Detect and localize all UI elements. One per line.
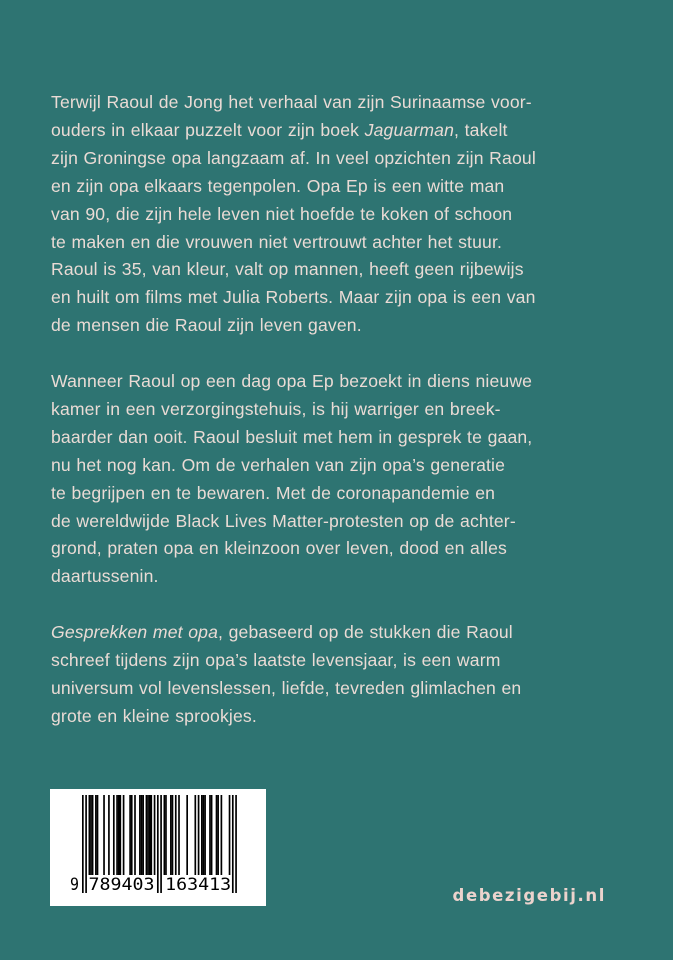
book-title-italic: Gesprekken met opa: [51, 622, 219, 643]
blurb-line: te begrijpen en te bewaren. Met de coronapandemie en: [51, 482, 496, 503]
blurb-line: de mensen die Raoul zijn leven gaven.: [51, 315, 362, 336]
blurb-line: van 90, die zijn hele leven niet hoefde te koken of schoon: [51, 203, 513, 224]
blurb-text: ouders in elkaar puzzelt voor zijn boek: [51, 119, 365, 140]
blurb-line: Terwijl Raoul de Jong het verhaal van zijn Surinaamse voor-: [51, 92, 532, 112]
isbn-barcode: [50, 789, 266, 906]
blurb-text: , gebaseerd op de stukken die Raoul: [218, 622, 513, 643]
blurb-line: nu het nog kan. Om de verhalen van zijn opa’s generatie: [51, 454, 506, 475]
blurb-line: grote en kleine sprookjes.: [51, 705, 257, 726]
blurb-line: daartussenin.: [51, 566, 159, 587]
blurb-line: zijn Groningse opa langzaam af. In veel opzichten zijn Raoul: [51, 147, 536, 168]
blurb-line: te maken en die vrouwen niet vertrouwt achter het stuur.: [51, 231, 503, 252]
blurb-line: de wereldwijde Black Lives Matter-protesten op de achter-: [51, 510, 516, 531]
blurb-line: [51, 117, 631, 145]
blurb-paragraph: [51, 368, 631, 591]
blurb-line: Wanneer Raoul op een dag opa Ep bezoekt in diens nieuwe: [51, 371, 533, 392]
back-cover-blurb: [51, 89, 631, 759]
blurb-line: schreef tijdens zijn opa’s laatste levensjaar, is een warm: [51, 650, 501, 671]
publisher-website[interactable]: debezigebij.nl: [452, 886, 606, 905]
book-title-italic: Jaguarman: [364, 119, 455, 140]
blurb-line: en huilt om films met Julia Roberts. Maar zijn opa is een van: [51, 287, 536, 308]
blurb-line: baarder dan ooit. Raoul besluit met hem in gesprek te gaan,: [51, 426, 533, 447]
blurb-line: grond, praten opa en kleinzoon over leven, dood en alles: [51, 538, 507, 559]
blurb-line: Raoul is 35, van kleur, valt op mannen, heeft geen rijbewijs: [51, 259, 524, 280]
blurb-line: kamer in een verzorgingstehuis, is hij warriger en breek-: [51, 398, 501, 419]
blurb-line: [51, 619, 631, 647]
barcode-digits-right: 163413: [165, 875, 232, 895]
blurb-line: en zijn opa elkaars tegenpolen. Opa Ep is een witte man: [51, 175, 505, 196]
blurb-paragraph: [51, 89, 631, 340]
barcode-digit-prefix: 9: [70, 875, 79, 895]
blurb-line: universum vol levenslessen, liefde, tevreden glimlachen en: [51, 678, 522, 698]
blurb-text: , takelt: [454, 119, 508, 140]
barcode-digits-left: 789403: [88, 875, 155, 895]
blurb-paragraph: [51, 619, 631, 731]
barcode-graphic: [50, 789, 266, 906]
